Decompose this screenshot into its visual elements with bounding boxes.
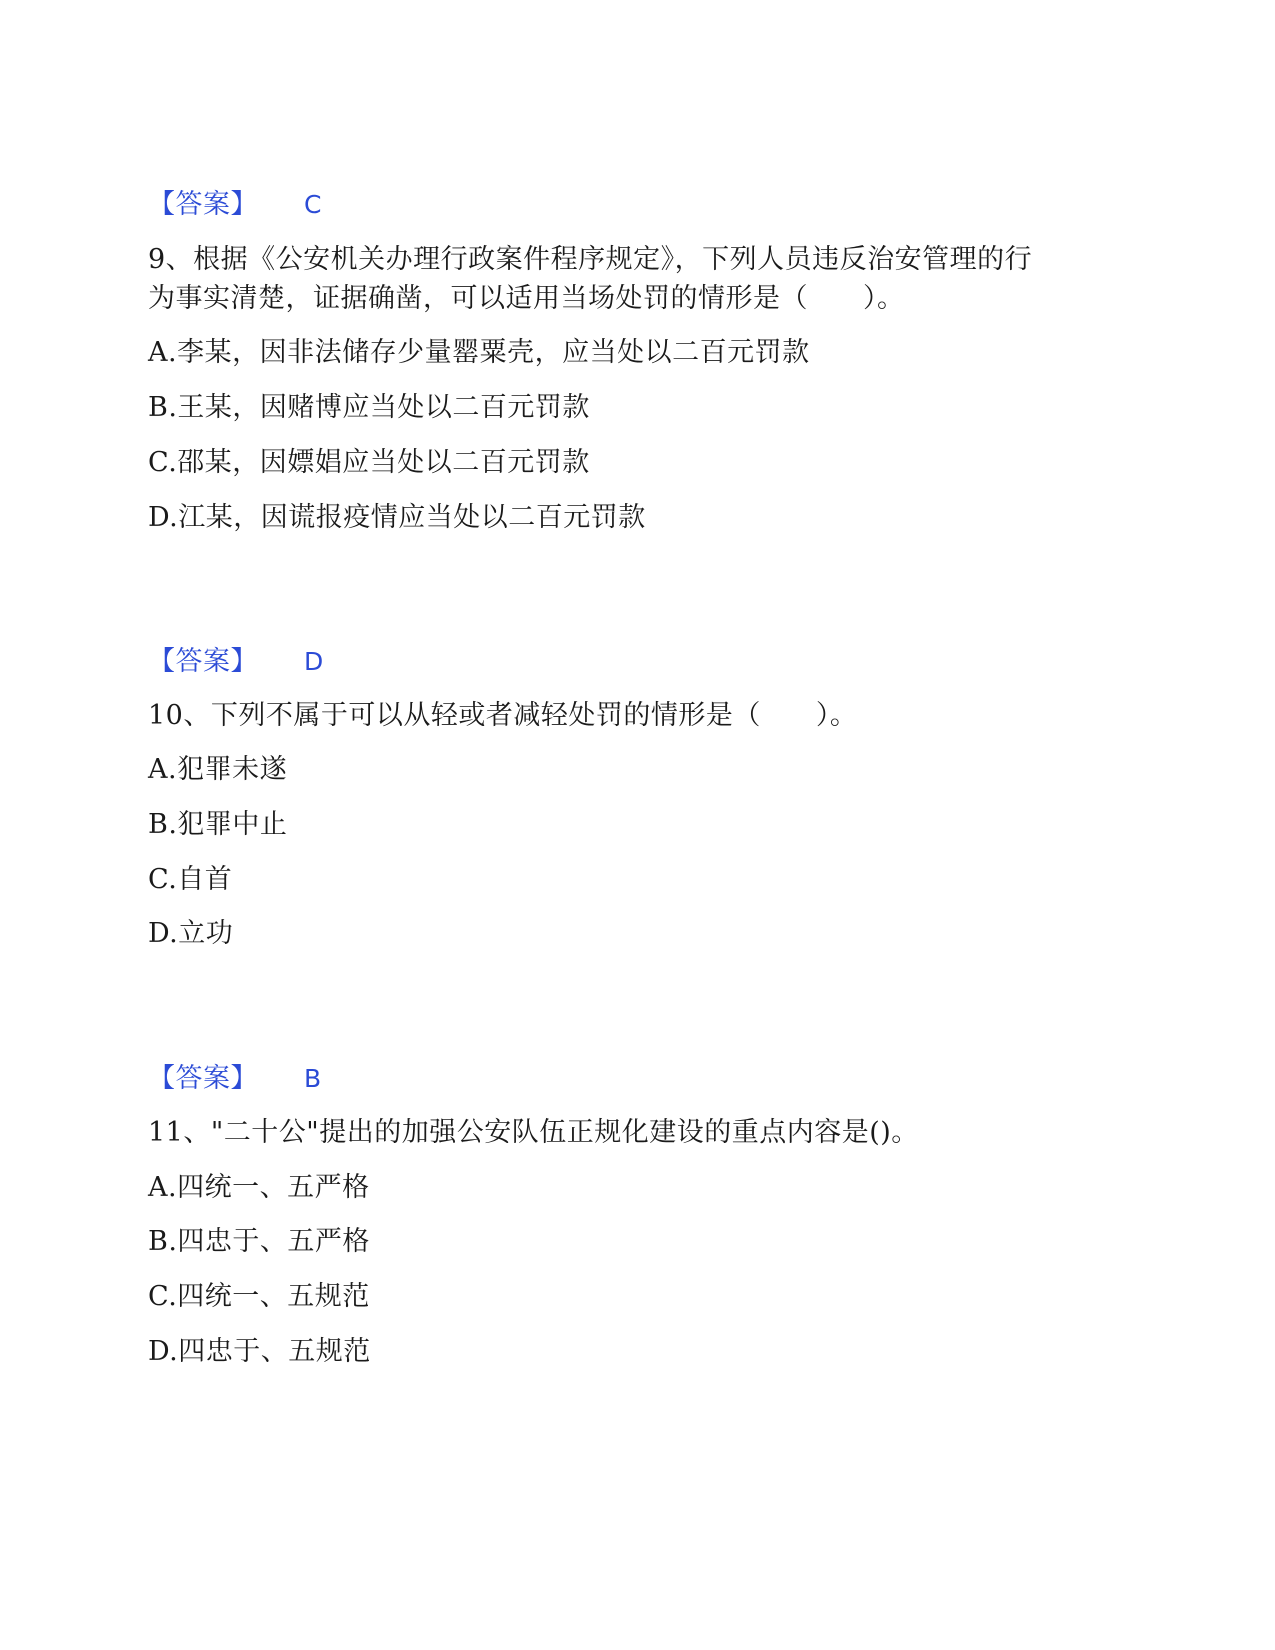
answer-line [148,645,324,679]
answer-value: C [304,190,322,219]
question-stem: 10、下列不属于可以从轻或者减轻处罚的情形是（ ）。 [148,700,858,731]
answer-label: 【答案】 [148,646,258,677]
answer-line [148,1062,322,1096]
option-c: C.自首 [148,864,233,895]
option-b: B.四忠于、五严格 [148,1226,370,1257]
answer-label: 【答案】 [148,1063,258,1094]
option-a: A.犯罪未遂 [148,754,288,785]
question-stem-line-2: 为事实清楚，证据确凿，可以适用当场处罚的情形是（ ）。 [148,283,905,314]
question-stem-line-1: 9、根据《公安机关办理行政案件程序规定》，下列人员违反治安管理的行 [148,244,1033,275]
option-d: D.四忠于、五规范 [148,1336,371,1367]
question-stem: 11、"二十公"提出的加强公安队伍正规化建设的重点内容是()。 [148,1117,919,1148]
option-c: C.四统一、五规范 [148,1281,370,1312]
option-a: A.四统一、五严格 [148,1172,370,1203]
option-b: B.犯罪中止 [148,809,288,840]
option-a: A.李某，因非法储存少量罂粟壳，应当处以二百元罚款 [148,337,810,368]
answer-value: D [304,647,324,676]
option-d: D.江某，因谎报疫情应当处以二百元罚款 [148,502,646,533]
option-d: D.立功 [148,918,234,949]
answer-value: B [304,1064,322,1093]
option-c: C.邵某，因嫖娼应当处以二百元罚款 [148,447,590,478]
option-b: B.王某，因赌博应当处以二百元罚款 [148,392,590,423]
answer-line [148,188,322,222]
answer-label: 【答案】 [148,189,258,220]
